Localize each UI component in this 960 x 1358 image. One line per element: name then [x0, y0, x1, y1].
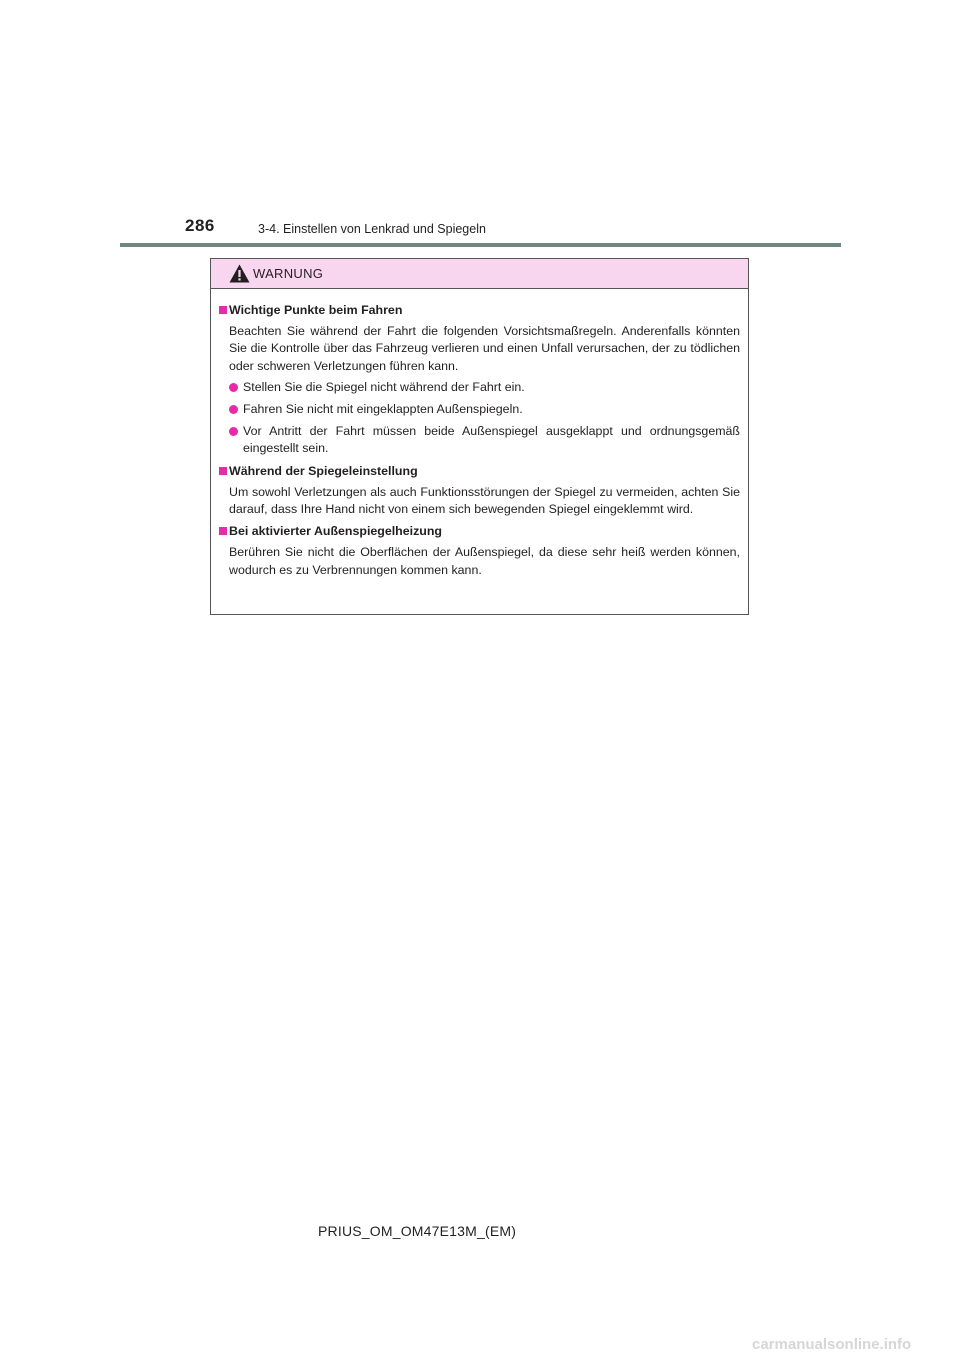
- bullet-text: Vor Antritt der Fahrt müssen beide Außenspiegel ausgeklappt und ordnungsgemäß eingestellt sein.: [243, 424, 740, 456]
- topic-paragraph: Beachten Sie während der Fahrt die folgenden Vorsichtsmaßregeln. Anderenfalls könnten Sie die Kontrolle über das Fahrzeug verlieren und einen Unfall verursachen, der zu tödlichen oder schweren Verletzungen führen kann.: [229, 324, 740, 373]
- square-bullet-icon: [219, 306, 227, 314]
- topic-mirror-adjustment: [219, 463, 740, 519]
- square-bullet-icon: [219, 467, 227, 475]
- section-title: 3-4. Einstellen von Lenkrad und Spiegeln: [258, 222, 486, 236]
- bullet-text: Stellen Sie die Spiegel nicht während der Fahrt ein.: [243, 379, 525, 394]
- square-bullet-icon: [219, 527, 227, 535]
- circle-bullet-icon: [229, 405, 238, 414]
- topic-heading-text: Bei aktivierter Außenspiegelheizung: [229, 524, 442, 539]
- topic-heading-text: Während der Spiegeleinstellung: [229, 463, 418, 478]
- list-item: [229, 379, 740, 396]
- warning-body: [211, 289, 748, 579]
- bullet-text: Fahren Sie nicht mit eingeklappten Außenspiegeln.: [243, 402, 523, 417]
- topic-heading: [229, 463, 740, 480]
- topic-heading-text: Wichtige Punkte beim Fahren: [229, 303, 403, 317]
- warning-box: [210, 258, 749, 615]
- document-code: PRIUS_OM_OM47E13M_(EM): [318, 1223, 517, 1239]
- topic-paragraph: Um sowohl Verletzungen als auch Funktionsstörungen der Spiegel zu vermeiden, achten Sie darauf, dass Ihre Hand nicht von einem sich bewegenden Spiegel eingeklemmt wird.: [229, 484, 740, 517]
- circle-bullet-icon: [229, 427, 238, 436]
- warning-header: [211, 259, 748, 289]
- topic-heading: [229, 523, 740, 540]
- svg-text:carmanualsonline.info: carmanualsonline.info: [752, 1336, 912, 1353]
- warning-triangle-icon: [229, 264, 250, 283]
- topic-mirror-heater: [219, 523, 740, 579]
- list-item: [229, 423, 740, 457]
- bullet-list: [229, 379, 740, 458]
- topic-paragraph: Berühren Sie nicht die Oberflächen der Außenspiegel, da diese sehr heiß werden können, wodurch es zu Verbrennungen kommen kann.: [229, 545, 740, 577]
- watermark-logo: [752, 1334, 952, 1354]
- warning-title: WARNUNG: [253, 266, 324, 281]
- circle-bullet-icon: [229, 383, 238, 392]
- topic-driving: [219, 302, 740, 458]
- page-number: 286: [185, 216, 215, 235]
- topic-heading: [229, 302, 740, 319]
- header-rule: [120, 243, 841, 247]
- list-item: [229, 401, 740, 418]
